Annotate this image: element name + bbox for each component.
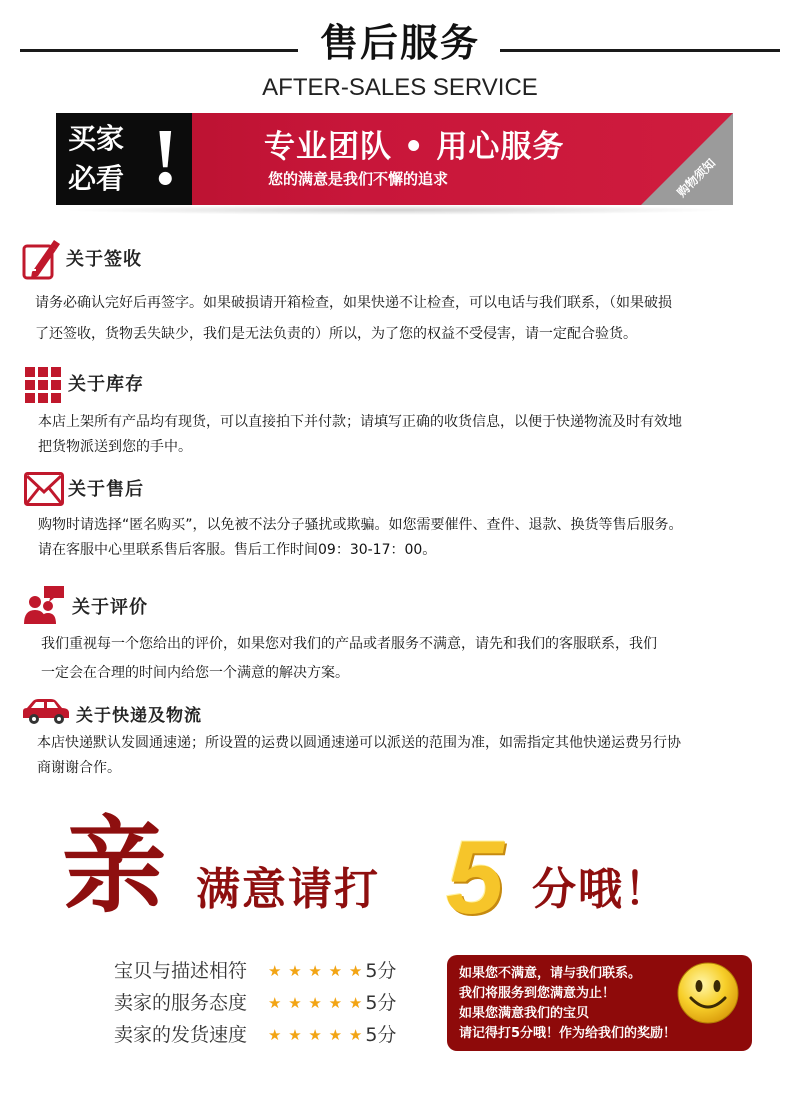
section-line: 把货物派送到您的手中。 — [38, 439, 192, 455]
rating-score: 5分 — [365, 1024, 397, 1046]
section-title-inventory: 关于库存 — [68, 374, 144, 395]
people-chat-icon — [22, 584, 66, 624]
banner-corner-text: 购物须知 — [674, 155, 719, 200]
smiley-face-icon — [677, 962, 739, 1024]
page-subtitle: AFTER-SALES SERVICE — [262, 74, 538, 101]
section-line: 一定会在合理的时间内给您一个满意的解决方案。 — [41, 665, 349, 681]
header-rule-left — [20, 49, 298, 52]
section-line: 本店快递默认发圆通速递；所设置的运费以圆通速递可以派送的范围为准，如需指定其他快递运费另行协 — [37, 735, 681, 751]
exclamation-icon: ! — [152, 114, 179, 202]
buyer-must-read-banner — [56, 113, 733, 205]
section-text-aftersales — [38, 513, 783, 563]
section-line: 请务必确认完好后再签字。如果破损请开箱检查，如果快递不让检查，可以电话与我们联系，（如果破损 — [35, 295, 672, 311]
rating-row — [114, 955, 396, 987]
promo-part2: 分哦！ — [532, 864, 670, 915]
section-line: 了还签收，货物丢失缺少，我们是无法负责的）所以，为了您的权益不受侵害，请一定配合验货。 — [35, 326, 637, 342]
star-rating-icon: ★ ★ ★ ★ ★ — [268, 1026, 364, 1044]
promo-qin: 亲 — [62, 805, 167, 927]
note-line: 如果您不满意，请与我们联系。 — [459, 966, 642, 981]
banner-must-read-line2: 必看 — [68, 162, 125, 195]
note-line: 请记得打5分哦！作为给我们的奖励！ — [459, 1026, 677, 1041]
section-text-shipping — [37, 731, 782, 781]
rating-label: 卖家的服务态度 — [114, 992, 248, 1014]
header-rule-right — [500, 49, 780, 52]
grid-inventory-icon — [25, 367, 61, 403]
rating-row — [114, 1019, 396, 1051]
section-text-signoff — [35, 291, 775, 347]
section-title-shipping: 关于快递及物流 — [76, 706, 202, 726]
star-rating-icon: ★ ★ ★ ★ ★ — [268, 962, 364, 980]
section-title-aftersales: 关于售后 — [68, 479, 144, 500]
section-line: 商谢谢合作。 — [37, 760, 121, 776]
page-title: 售后服务 — [319, 21, 480, 65]
banner-black-block — [56, 113, 192, 205]
section-text-inventory — [38, 410, 778, 460]
rating-label: 宝贝与描述相符 — [114, 960, 248, 982]
star-rating-icon: ★ ★ ★ ★ ★ — [268, 994, 364, 1012]
promo-part1: 满意请打 — [196, 864, 380, 915]
banner-must-read — [68, 119, 148, 199]
section-line: 本店上架所有产品均有现货，可以直接拍下并付款；请填写正确的收货信息，以便于快递物流及时有效地 — [38, 414, 682, 430]
pencil-sign-icon — [22, 240, 60, 280]
rating-label: 卖家的发货速度 — [114, 1024, 248, 1046]
section-line: 我们重视每一个您给出的评价，如果您对我们的产品或者服务不满意，请先和我们的客服联系，我们 — [41, 636, 657, 652]
car-icon — [21, 698, 71, 726]
banner-must-read-line1: 买家 — [68, 122, 125, 155]
section-line: 请在客服中心里联系售后客服。售后工作时间09：30-17：00。 — [38, 542, 437, 558]
promo-five: 5 — [446, 820, 504, 936]
note-line: 如果您满意我们的宝贝 — [459, 1006, 590, 1021]
rating-row — [114, 987, 396, 1019]
banner-shadow — [60, 205, 730, 215]
rating-score: 5分 — [365, 960, 397, 982]
rating-score: 5分 — [365, 992, 397, 1014]
section-line: 购物时请选择“匿名购买”，以免被不法分子骚扰或欺骗。如您需要催件、查件、退款、换货等售后服务。 — [38, 517, 683, 533]
note-line: 我们将服务到您满意为止！ — [459, 986, 616, 1001]
section-title-signoff: 关于签收 — [66, 249, 142, 270]
section-text-review — [41, 632, 781, 686]
envelope-icon — [24, 472, 64, 506]
section-title-review: 关于评价 — [72, 597, 148, 618]
banner-headline: 专业团队 • 用心服务 — [264, 129, 565, 165]
banner-subline: 您的满意是我们不懈的追求 — [268, 170, 449, 188]
